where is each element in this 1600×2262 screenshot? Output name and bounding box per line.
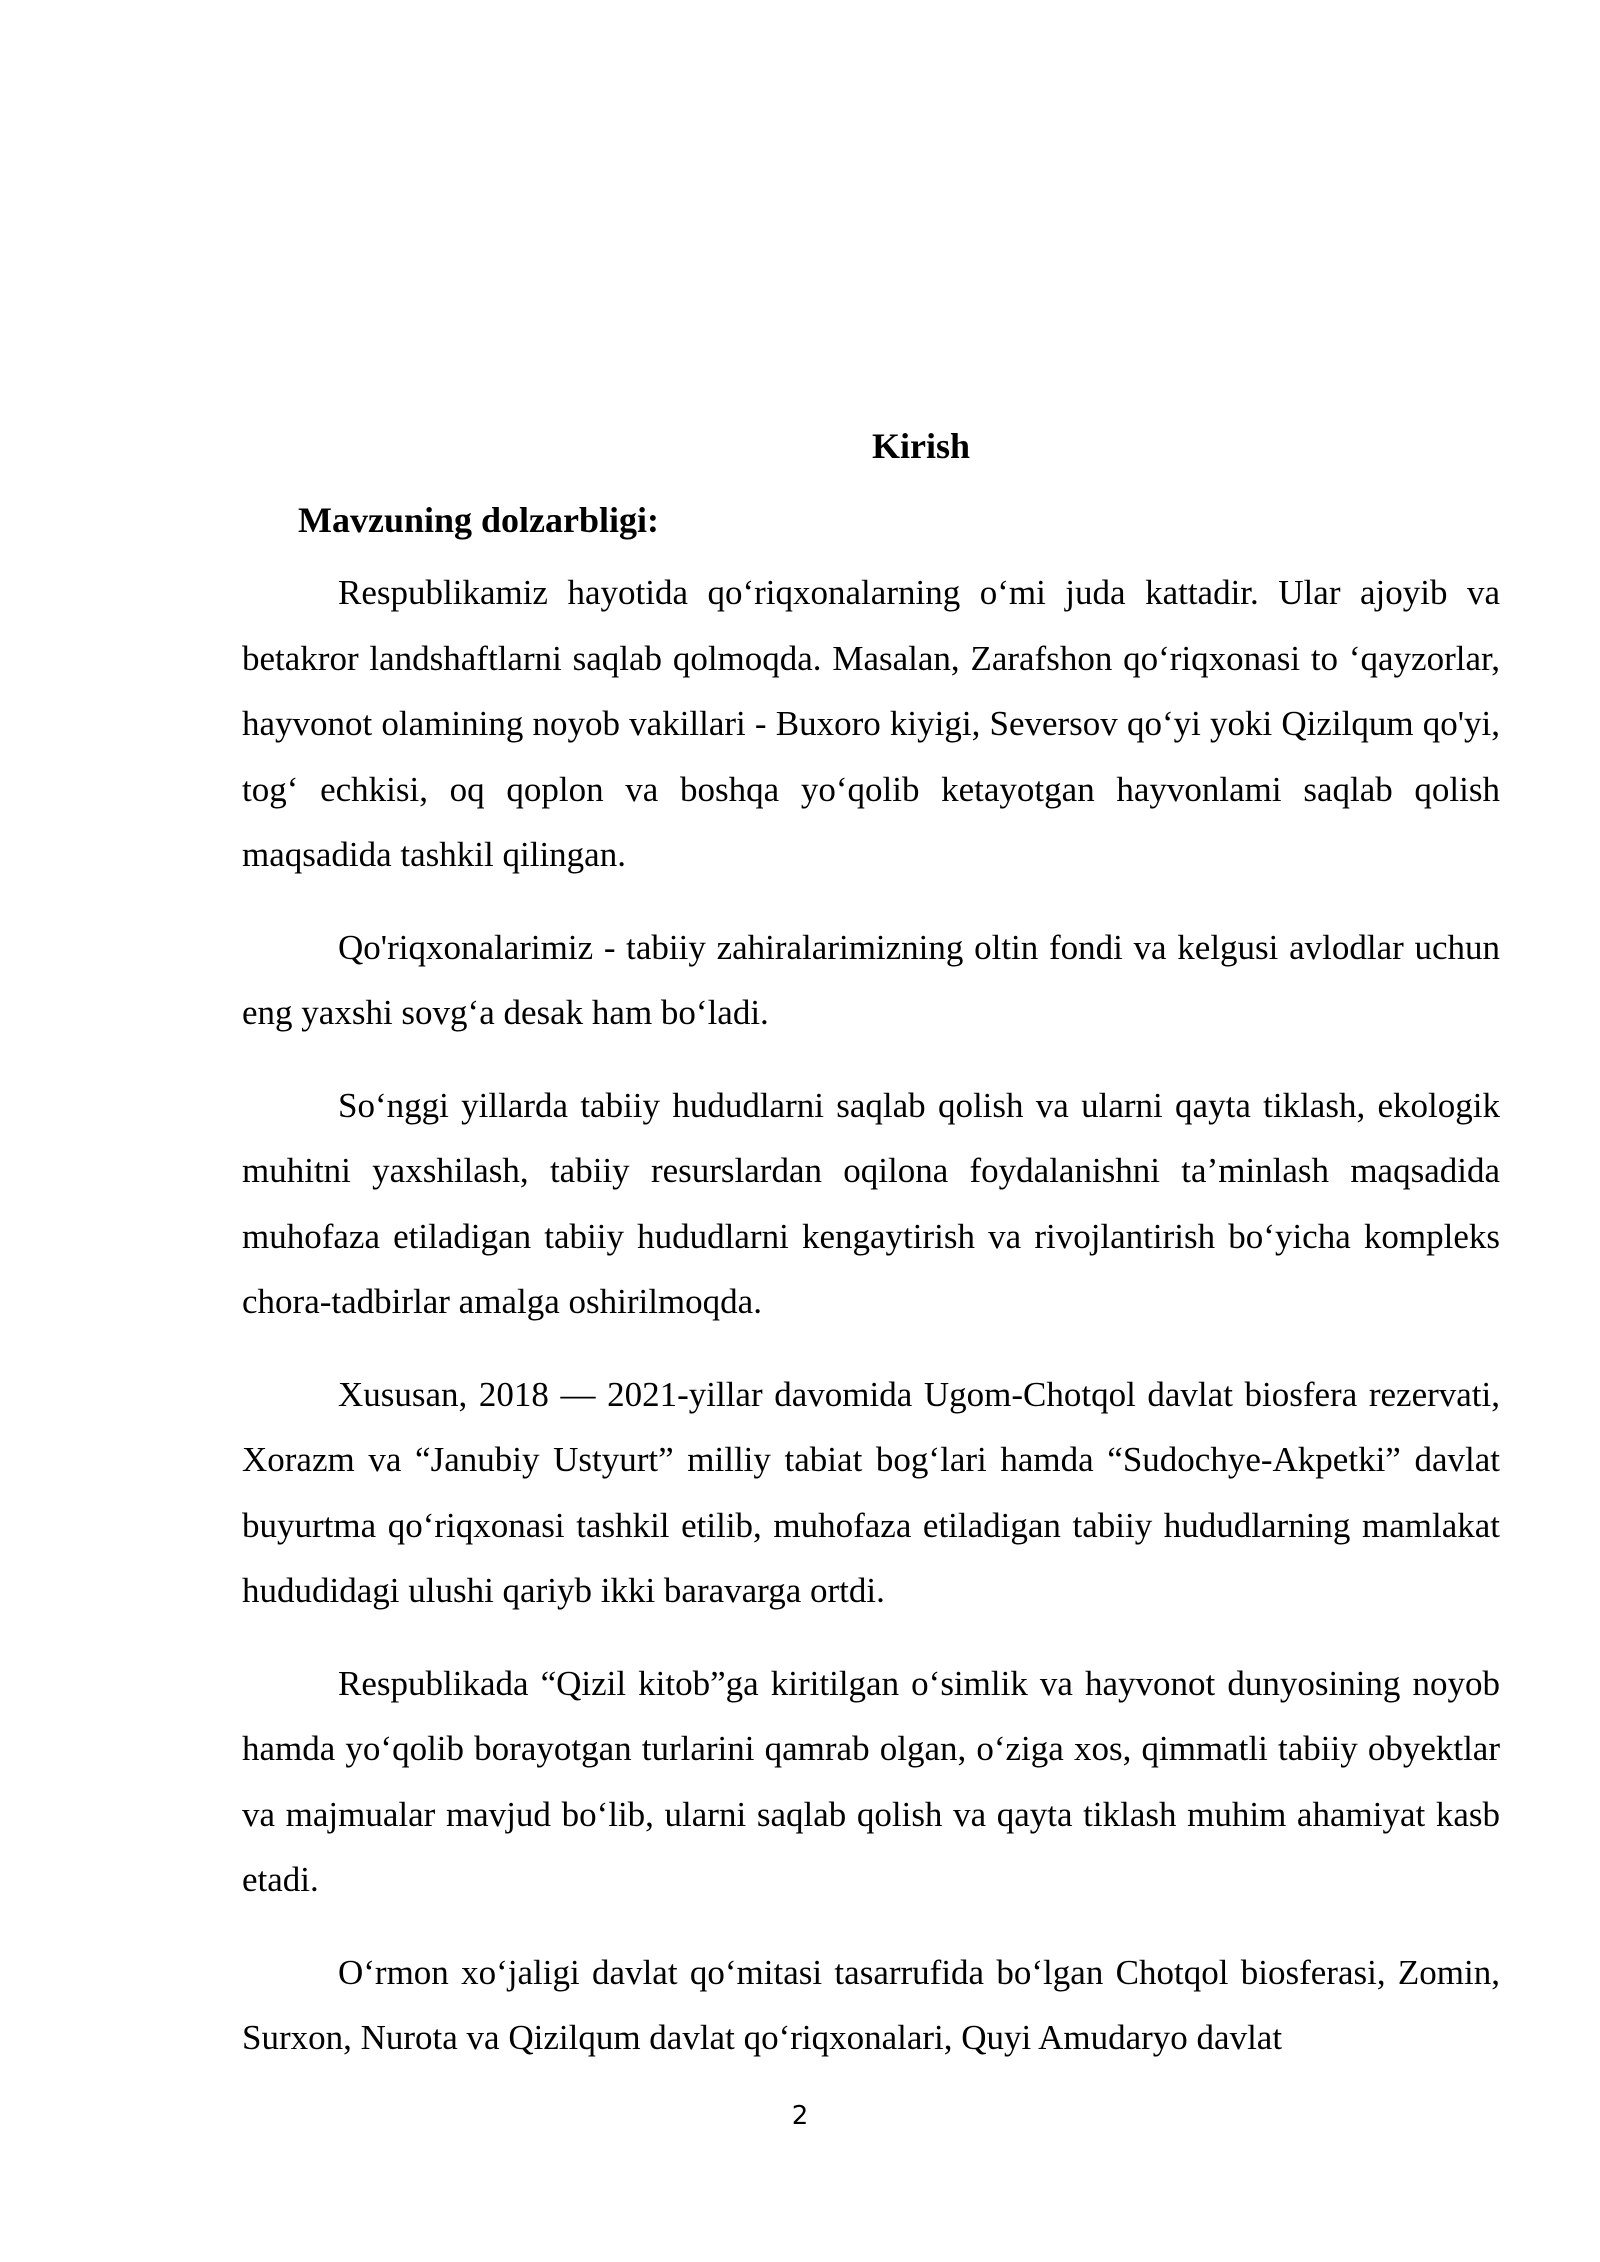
page-number: 2	[791, 2101, 809, 2131]
page-title: Kirish	[871, 426, 970, 466]
paragraph-3: So‘nggi yillarda tabiiy hududlarni saqlab qolish va ularni qayta tiklash, ekologik muhitni yaxshilash, tabiiy resurslardan oqilona foydalanishni ta’minlash maqsadida muhofaza etiladigan tabiiy hududlarni kengaytirish va rivojlantirish bo‘yicha kompleks chora-tadbirlar amalga oshirilmoqda.	[242, 1085, 1500, 1321]
paragraph-5: Respublikada “Qizil kitob”ga kiritilgan o‘simlik va hayvonot dunyosining noyob hamda yo‘qolib borayotgan turlarini qamrab olgan, o‘ziga xos, qimmatli tabiiy obyektlar va majmualar mavjud bo‘lib, ularni saqlab qolish va qayta tiklash muhim ahamiyat kasb etadi.	[242, 1663, 1500, 1899]
section-heading: Mavzuning dolzarbligi:	[298, 500, 660, 540]
paragraph-6: O‘rmon xo‘jaligi davlat qo‘mitasi tasarrufida bo‘lgan Chotqol biosferasi, Zomin, Surxon, Nurota va Qizilqum davlat qo‘riqxonalari, Quyi Amudaryo davlat	[242, 1952, 1500, 2057]
paragraph-4: Xususan, 2018 — 2021-yillar davomida Ugom-Chotqol davlat biosfera rezervati, Xorazm va “Janubiy Ustyurt” milliy tabiat bog‘lari hamda “Sudochye-Akpetki” davlat buyurtma qo‘riqxonasi tashkil etilib, muhofaza etiladigan tabiiy hududlarning mamlakat hududidagi ulushi qariyb ikki baravarga ortdi.	[242, 1374, 1500, 1610]
paragraph-2: Qo'riqxonalarimiz - tabiiy zahiralarimizning oltin fondi va kelgusi avlodlar uchun eng yaxshi sovg‘a desak ham bo‘ladi.	[242, 927, 1500, 1032]
page-content	[242, 420, 1500, 2098]
paragraph-1: Respublikamiz hayotida qo‘riqxonalarning o‘mi juda kattadir. Ular ajoyib va betakror landshaftlarni saqlab qolmoqda. Masalan, Zarafshon qo‘riqxonasi to ‘qayzorlar, hayvonot olamining noyob vakillari - Buxoro kiyigi, Seversov qo‘yi yoki Qizilqum qo'yi, tog‘ echkisi, oq qoplon va boshqa yo‘qolib ketayotgan hayvonlami saqlab qolish maqsadida tashkil qilingan.	[242, 573, 1500, 874]
